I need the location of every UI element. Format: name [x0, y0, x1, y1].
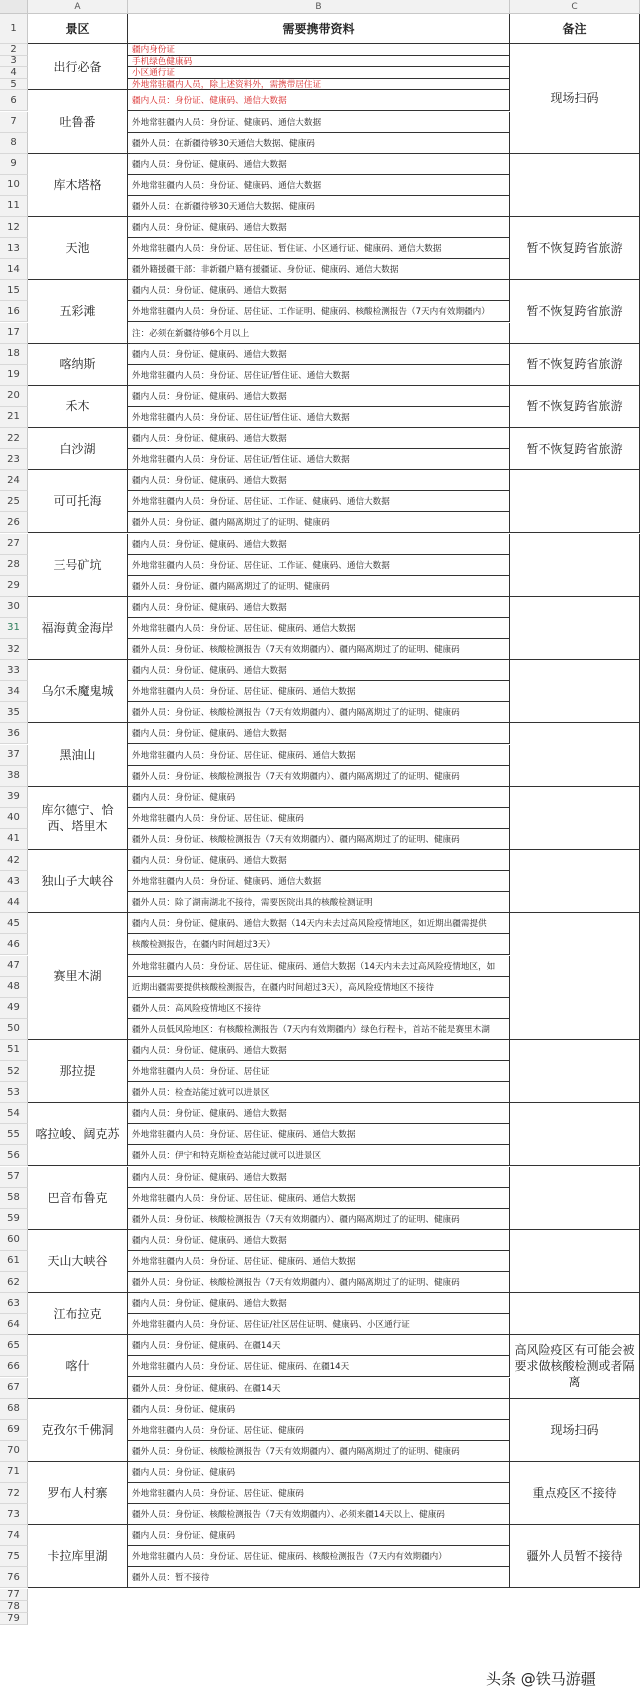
row-number[interactable]: 28: [0, 555, 28, 576]
requirement-cell[interactable]: 疆外人员：除了湖南湖北不接待，需要医院出具的核酸检测证明: [128, 892, 510, 913]
requirement-cell[interactable]: 疆外人员：身份证、核酸检测报告（7天有效期疆内）、疆内隔离期过了的证明、健康码: [128, 1441, 510, 1462]
row-number[interactable]: 15: [0, 280, 28, 301]
requirement-cell[interactable]: 疆内人员：身份证、健康码、通信大数据: [128, 1230, 510, 1251]
row-number[interactable]: 36: [0, 723, 28, 744]
requirement-cell[interactable]: 疆外人员：在新疆待够30天通信大数据、健康码: [128, 196, 510, 217]
requirement-cell[interactable]: 疆内身份证: [128, 44, 510, 56]
scenic-area-cell[interactable]: 福海黄金海岸: [28, 597, 128, 660]
requirement-cell[interactable]: 疆外人员：暂不接待: [128, 1567, 510, 1588]
scenic-area-cell[interactable]: 天山大峡谷: [28, 1230, 128, 1293]
requirement-cell[interactable]: 疆外人员：在新疆待够30天通信大数据、健康码: [128, 133, 510, 154]
requirement-cell[interactable]: 疆内人员：身份证、健康码、通信大数据: [128, 280, 510, 301]
row-number[interactable]: 29: [0, 576, 28, 597]
row-number[interactable]: 41: [0, 829, 28, 850]
requirement-cell[interactable]: 外地常驻疆内人员：身份证、居住证/暂住证、通信大数据: [128, 407, 510, 428]
row-number[interactable]: 59: [0, 1209, 28, 1230]
row-number[interactable]: 58: [0, 1188, 28, 1209]
requirement-cell[interactable]: 外地常驻疆内人员，除上述资料外，需携带居住证: [128, 79, 510, 91]
row-number[interactable]: 26: [0, 512, 28, 533]
scenic-area-cell[interactable]: 五彩滩: [28, 280, 128, 343]
requirement-cell[interactable]: 疆内人员：身份证、健康码、通信大数据: [128, 344, 510, 365]
requirement-cell[interactable]: 外地常驻疆内人员：身份证、居住证、健康码、在疆14天: [128, 1356, 510, 1377]
scenic-area-cell[interactable]: 克孜尔千佛洞: [28, 1399, 128, 1462]
scenic-area-cell[interactable]: 出行必备: [28, 44, 128, 90]
requirement-cell[interactable]: 疆内人员：身份证、健康码、通信大数据: [128, 534, 510, 555]
row-number[interactable]: 31: [0, 618, 28, 639]
requirement-cell[interactable]: 疆内人员：身份证、健康码、通信大数据: [128, 660, 510, 681]
row-number[interactable]: 5: [0, 79, 28, 91]
scenic-area-cell[interactable]: 禾木: [28, 386, 128, 428]
scenic-area-cell[interactable]: 吐鲁番: [28, 90, 128, 153]
row-number[interactable]: 71: [0, 1462, 28, 1483]
requirement-cell[interactable]: 疆内人员：身份证、健康码: [128, 1399, 510, 1420]
row-number[interactable]: 13: [0, 238, 28, 259]
scenic-area-cell[interactable]: 天池: [28, 217, 128, 280]
row-number[interactable]: 65: [0, 1335, 28, 1356]
requirement-cell[interactable]: 外地常驻疆内人员：身份证、居住证/暂住证、通信大数据: [128, 365, 510, 386]
requirement-cell[interactable]: 疆内人员：身份证、健康码: [128, 1462, 510, 1483]
row-number[interactable]: 22: [0, 428, 28, 449]
requirement-cell[interactable]: 外地常驻疆内人员：身份证、健康码、通信大数据: [128, 112, 510, 133]
note-cell[interactable]: [510, 1230, 640, 1293]
note-cell[interactable]: [510, 660, 640, 723]
row-number[interactable]: 45: [0, 913, 28, 934]
scenic-area-cell[interactable]: 独山子大峡谷: [28, 850, 128, 913]
note-cell[interactable]: [510, 1293, 640, 1335]
row-number[interactable]: 73: [0, 1504, 28, 1525]
row-number[interactable]: 76: [0, 1567, 28, 1588]
requirement-cell[interactable]: 疆内人员：身份证、健康码、通信大数据: [128, 90, 510, 111]
requirement-cell[interactable]: 外地常驻疆内人员：身份证、居住证、健康码、通信大数据（14天内未去过高风险疫情地区，如: [128, 956, 510, 977]
scenic-area-cell[interactable]: 那拉提: [28, 1040, 128, 1103]
requirement-cell[interactable]: 疆外人员：检查站能过就可以进景区: [128, 1082, 510, 1103]
note-cell[interactable]: [510, 723, 640, 786]
note-cell[interactable]: [510, 850, 640, 913]
row-number[interactable]: 37: [0, 745, 28, 766]
scenic-area-cell[interactable]: 喀拉峻、阔克苏: [28, 1103, 128, 1166]
requirement-cell[interactable]: 疆内人员：身份证、健康码、通信大数据: [128, 597, 510, 618]
requirement-cell[interactable]: 外地常驻疆内人员：身份证、居住证/暂住证、通信大数据: [128, 449, 510, 470]
requirement-cell[interactable]: 外地常驻疆内人员：身份证、居住证、工作证明、健康码、核酸检测报告（7天内有效期疆内）: [128, 301, 510, 322]
requirement-cell[interactable]: 核酸检测报告，在疆内时间超过3天）: [128, 934, 510, 955]
row-number[interactable]: 9: [0, 154, 28, 175]
scenic-area-cell[interactable]: 喀纳斯: [28, 344, 128, 386]
requirement-cell[interactable]: 外地常驻疆内人员：身份证、居住证、健康码、通信大数据: [128, 1124, 510, 1145]
requirement-cell[interactable]: 外地常驻疆内人员：身份证、居住证、工作证、健康码、通信大数据: [128, 555, 510, 576]
requirement-cell[interactable]: 外地常驻疆内人员：身份证、居住证、健康码: [128, 1420, 510, 1441]
row-number[interactable]: 56: [0, 1145, 28, 1166]
requirement-cell[interactable]: 疆外人员：身份证、核酸检测报告（7天有效期疆内）、疆内隔离期过了的证明、健康码: [128, 702, 510, 723]
row-number[interactable]: 78: [0, 1601, 28, 1613]
row-number[interactable]: 38: [0, 766, 28, 787]
row-number[interactable]: 4: [0, 67, 28, 79]
requirement-cell[interactable]: 疆内人员：身份证、健康码、通信大数据: [128, 1293, 510, 1314]
row-number[interactable]: 3: [0, 56, 28, 68]
row-number[interactable]: 53: [0, 1082, 28, 1103]
requirement-cell[interactable]: 疆外人员：身份证、核酸检测报告（7天有效期疆内）、疆内隔离期过了的证明、健康码: [128, 639, 510, 660]
note-cell[interactable]: 高风险疫区有可能会被要求做核酸检测或者隔离: [510, 1335, 640, 1398]
row-number[interactable]: 25: [0, 491, 28, 512]
row-number[interactable]: 12: [0, 217, 28, 238]
row-number[interactable]: 11: [0, 196, 28, 217]
requirement-cell[interactable]: 疆外人员：身份证、核酸检测报告（7天有效期疆内）、疆内隔离期过了的证明、健康码: [128, 829, 510, 850]
row-number[interactable]: 48: [0, 977, 28, 998]
row-number[interactable]: 35: [0, 702, 28, 723]
requirement-cell[interactable]: 近期出疆需要提供核酸检测报告，在疆内时间超过3天），高风险疫情地区不接待: [128, 977, 510, 998]
row-number[interactable]: 34: [0, 681, 28, 702]
requirement-cell[interactable]: 疆外人员低风险地区：有核酸检测报告（7天内有效期疆内）绿色行程卡，首站不能是赛里木湖: [128, 1019, 510, 1040]
header-required-documents: 需要携带资料: [128, 14, 510, 44]
row-number[interactable]: 2: [0, 44, 28, 56]
row-number[interactable]: 21: [0, 407, 28, 428]
note-cell[interactable]: [510, 1103, 640, 1166]
requirement-cell[interactable]: 外地常驻疆内人员：身份证、居住证、工作证、健康码、通信大数据: [128, 491, 510, 512]
requirement-cell[interactable]: 疆外人员：身份证、核酸检测报告（7天有效期疆内）、疆内隔离期过了的证明、健康码: [128, 766, 510, 787]
row-number[interactable]: 39: [0, 787, 28, 808]
note-cell[interactable]: [510, 913, 640, 1040]
requirement-cell[interactable]: 疆内人员：身份证、健康码、在疆14天: [128, 1335, 510, 1356]
note-cell[interactable]: [510, 597, 640, 660]
scenic-area-cell[interactable]: 江布拉克: [28, 1293, 128, 1335]
note-cell[interactable]: 暂不恢复跨省旅游: [510, 344, 640, 386]
row-number[interactable]: 43: [0, 871, 28, 892]
requirement-cell[interactable]: 疆外人员：身份证、核酸检测报告（7天有效期疆内）、必须来疆14天以上、健康码: [128, 1504, 510, 1525]
row-number[interactable]: 33: [0, 660, 28, 681]
scenic-area-cell[interactable]: 乌尔禾魔鬼城: [28, 660, 128, 723]
requirement-cell[interactable]: 外地常驻疆内人员：身份证、居住证、健康码、通信大数据: [128, 1188, 510, 1209]
requirement-cell[interactable]: 疆内人员：身份证、健康码、通信大数据: [128, 1103, 510, 1124]
row-number[interactable]: 16: [0, 301, 28, 322]
row-number[interactable]: 20: [0, 386, 28, 407]
row-number[interactable]: 7: [0, 112, 28, 133]
requirement-cell[interactable]: 手机绿色健康码: [128, 56, 510, 68]
requirement-cell[interactable]: 疆外人员：身份证、核酸检测报告（7天有效期疆内）、疆内隔离期过了的证明、健康码: [128, 1209, 510, 1230]
note-cell[interactable]: 暂不恢复跨省旅游: [510, 280, 640, 343]
note-cell[interactable]: 暂不恢复跨省旅游: [510, 386, 640, 428]
note-cell[interactable]: 重点疫区不接待: [510, 1462, 640, 1525]
row-number[interactable]: 54: [0, 1103, 28, 1124]
note-cell[interactable]: [510, 534, 640, 597]
row-number[interactable]: 18: [0, 344, 28, 365]
row-number[interactable]: 17: [0, 323, 28, 344]
row-number[interactable]: 60: [0, 1230, 28, 1251]
row-number[interactable]: 75: [0, 1546, 28, 1567]
requirement-cell[interactable]: 外地常驻疆内人员：身份证、居住证、暂住证、小区通行证、健康码、通信大数据: [128, 238, 510, 259]
requirement-cell[interactable]: 外地常驻疆内人员：身份证、健康码、通信大数据: [128, 871, 510, 892]
row-number[interactable]: 72: [0, 1483, 28, 1504]
scenic-area-cell[interactable]: 罗布人村寨: [28, 1462, 128, 1525]
note-cell[interactable]: 现场扫码: [510, 1399, 640, 1462]
row-number[interactable]: 24: [0, 470, 28, 491]
requirement-cell[interactable]: 疆内人员：身份证、健康码、通信大数据: [128, 217, 510, 238]
row-number[interactable]: 23: [0, 449, 28, 470]
column-header-a[interactable]: A: [28, 0, 128, 14]
requirement-cell[interactable]: 疆内人员：身份证、健康码、通信大数据: [128, 1040, 510, 1061]
requirement-cell[interactable]: 外地常驻疆内人员：身份证、居住证、健康码、通信大数据: [128, 1251, 510, 1272]
requirement-cell[interactable]: 外地常驻疆内人员：身份证、居住证、健康码: [128, 1483, 510, 1504]
column-header-b[interactable]: B: [128, 0, 510, 14]
row-number[interactable]: 10: [0, 175, 28, 196]
row-number[interactable]: 8: [0, 133, 28, 154]
row-number[interactable]: 67: [0, 1378, 28, 1399]
row-number[interactable]: 74: [0, 1525, 28, 1546]
scenic-area-cell[interactable]: 卡拉库里湖: [28, 1525, 128, 1588]
requirement-cell[interactable]: 疆外人员：身份证、疆内隔离期过了的证明、健康码: [128, 512, 510, 533]
select-all-corner[interactable]: [0, 0, 28, 14]
requirement-cell[interactable]: 疆外籍援疆干部：非新疆户籍有援疆证、身份证、健康码、通信大数据: [128, 259, 510, 280]
note-cell[interactable]: [510, 470, 640, 533]
requirement-cell[interactable]: 疆内人员：身份证、健康码、通信大数据: [128, 723, 510, 744]
requirement-cell[interactable]: 注：必须在新疆待够6个月以上: [128, 323, 510, 344]
row-number[interactable]: 61: [0, 1251, 28, 1272]
scenic-area-cell[interactable]: 可可托海: [28, 470, 128, 533]
note-cell[interactable]: [510, 1167, 640, 1230]
requirement-cell[interactable]: 疆内人员：身份证、健康码: [128, 1525, 510, 1546]
row-number[interactable]: 70: [0, 1441, 28, 1462]
row-number[interactable]: 50: [0, 1019, 28, 1040]
row-number[interactable]: 6: [0, 90, 28, 111]
requirement-cell[interactable]: 疆外人员：身份证、健康码、在疆14天: [128, 1378, 510, 1399]
requirement-cell[interactable]: 外地常驻疆内人员：身份证、居住证、健康码、通信大数据: [128, 745, 510, 766]
requirement-cell[interactable]: 外地常驻疆内人员：身份证、居住证、健康码、核酸检测报告（7天内有效期疆内）: [128, 1546, 510, 1567]
requirement-cell[interactable]: 外地常驻疆内人员：身份证、居住证/社区居住证明、健康码、小区通行证: [128, 1314, 510, 1335]
note-cell[interactable]: 暂不恢复跨省旅游: [510, 428, 640, 470]
row-number[interactable]: 68: [0, 1399, 28, 1420]
scenic-area-cell[interactable]: 黑油山: [28, 723, 128, 786]
requirement-cell[interactable]: 外地常驻疆内人员：身份证、健康码、通信大数据: [128, 175, 510, 196]
row-number[interactable]: 49: [0, 998, 28, 1019]
scenic-area-cell[interactable]: 库木塔格: [28, 154, 128, 217]
requirement-cell[interactable]: 疆外人员：高风险疫情地区不接待: [128, 998, 510, 1019]
requirement-cell[interactable]: 疆内人员：身份证、健康码、通信大数据: [128, 154, 510, 175]
row-number[interactable]: 62: [0, 1272, 28, 1293]
requirement-cell[interactable]: 疆内人员：身份证、健康码、通信大数据: [128, 428, 510, 449]
requirement-cell[interactable]: 疆内人员：身份证、健康码、通信大数据（14天内未去过高风险疫情地区，如近期出疆需提供: [128, 913, 510, 934]
column-header-c[interactable]: C: [510, 0, 640, 14]
scenic-area-cell[interactable]: 白沙湖: [28, 428, 128, 470]
row-number[interactable]: 14: [0, 259, 28, 280]
requirement-cell[interactable]: 疆外人员：身份证、疆内隔离期过了的证明、健康码: [128, 576, 510, 597]
row-number[interactable]: 63: [0, 1293, 28, 1314]
row-number[interactable]: 64: [0, 1314, 28, 1335]
requirement-cell[interactable]: 外地常驻疆内人员：身份证、居住证、健康码、通信大数据: [128, 681, 510, 702]
scenic-area-cell[interactable]: 赛里木湖: [28, 913, 128, 1040]
note-cell[interactable]: 疆外人员暂不接待: [510, 1525, 640, 1588]
header-notes: 备注: [510, 14, 640, 44]
requirement-cell[interactable]: 疆外人员：伊宁和特克斯检查站能过就可以进景区: [128, 1145, 510, 1166]
row-number[interactable]: 57: [0, 1167, 28, 1188]
row-number[interactable]: 30: [0, 597, 28, 618]
scenic-area-cell[interactable]: 三号矿坑: [28, 534, 128, 597]
row-number[interactable]: 77: [0, 1589, 28, 1601]
row-number[interactable]: 19: [0, 365, 28, 386]
scenic-area-cell[interactable]: 喀什: [28, 1335, 128, 1398]
requirement-cell[interactable]: 小区通行证: [128, 67, 510, 79]
requirement-cell[interactable]: 外地常驻疆内人员：身份证、居住证: [128, 1061, 510, 1082]
requirement-cell[interactable]: 疆内人员：身份证、健康码、通信大数据: [128, 850, 510, 871]
row-number[interactable]: 1: [0, 14, 28, 44]
row-number[interactable]: 51: [0, 1040, 28, 1061]
note-cell[interactable]: 现场扫码: [510, 44, 640, 154]
row-number[interactable]: 79: [0, 1613, 28, 1625]
scenic-area-cell[interactable]: 库尔德宁、恰西、塔里木: [28, 787, 128, 850]
row-number[interactable]: 69: [0, 1420, 28, 1441]
row-number[interactable]: 55: [0, 1124, 28, 1145]
requirement-cell[interactable]: 疆外人员：身份证、核酸检测报告（7天有效期疆内）、疆内隔离期过了的证明、健康码: [128, 1272, 510, 1293]
note-cell[interactable]: [510, 154, 640, 217]
requirement-cell[interactable]: 外地常驻疆内人员：身份证、居住证、健康码: [128, 808, 510, 829]
requirement-cell[interactable]: 疆内人员：身份证、健康码、通信大数据: [128, 1167, 510, 1188]
header-scenic-area: 景区: [28, 14, 128, 44]
row-number[interactable]: 32: [0, 639, 28, 660]
row-number[interactable]: 66: [0, 1356, 28, 1377]
note-cell[interactable]: 暂不恢复跨省旅游: [510, 217, 640, 280]
requirement-cell[interactable]: 疆内人员：身份证、健康码、通信大数据: [128, 470, 510, 491]
row-number[interactable]: 46: [0, 934, 28, 955]
row-number[interactable]: 40: [0, 808, 28, 829]
row-number[interactable]: 47: [0, 956, 28, 977]
requirement-cell[interactable]: 疆内人员：身份证、健康码、通信大数据: [128, 386, 510, 407]
row-number[interactable]: 52: [0, 1061, 28, 1082]
requirement-cell[interactable]: 外地常驻疆内人员：身份证、居住证、健康码、通信大数据: [128, 618, 510, 639]
note-cell[interactable]: [510, 787, 640, 850]
row-number[interactable]: 42: [0, 850, 28, 871]
requirement-cell[interactable]: 疆内人员：身份证、健康码: [128, 787, 510, 808]
note-cell[interactable]: [510, 1040, 640, 1103]
watermark: 头条 @铁马游疆: [486, 1670, 596, 1688]
row-number[interactable]: 27: [0, 534, 28, 555]
row-number[interactable]: 44: [0, 892, 28, 913]
scenic-area-cell[interactable]: 巴音布鲁克: [28, 1167, 128, 1230]
